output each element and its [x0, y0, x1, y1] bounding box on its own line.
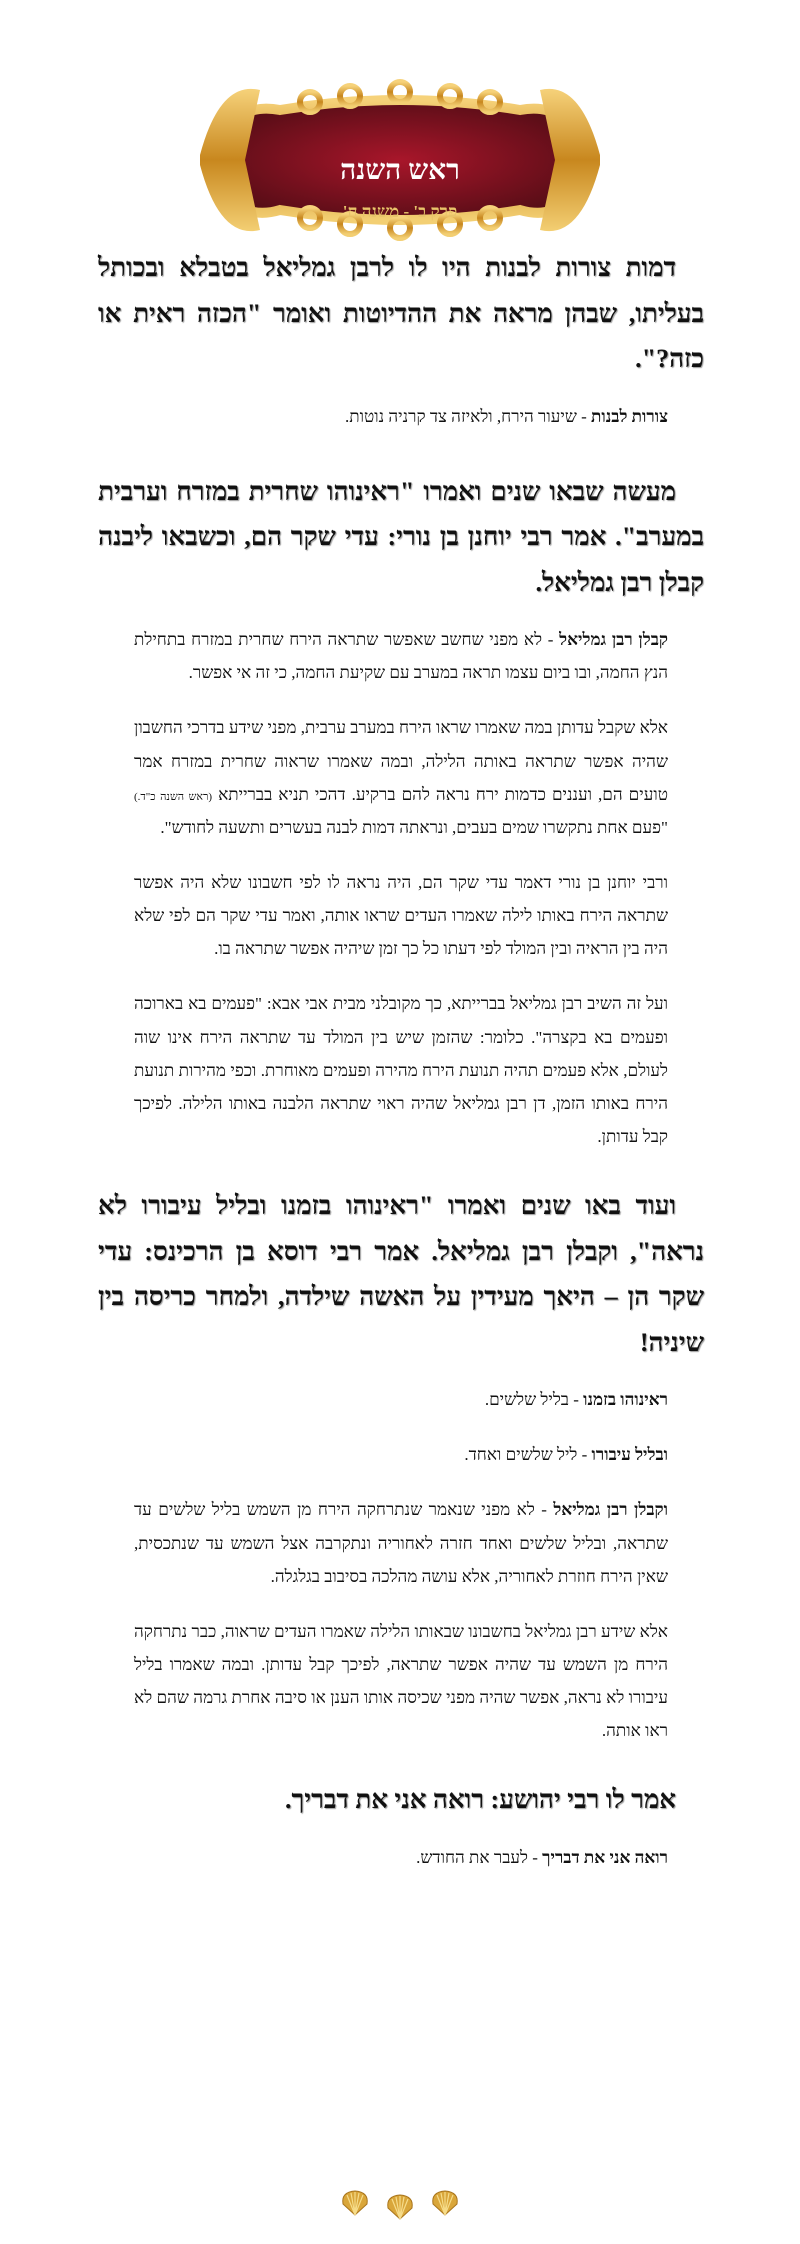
commentary-paragraph [134, 1493, 668, 1592]
commentary-text: - בליל שלשים. [484, 1390, 584, 1410]
commentary-text: - שיעור הירח, ולאיזה צד קרניה נוטות. [345, 406, 592, 426]
mishna-section-3 [98, 1183, 704, 1747]
mishna-text: מעשה שבאו שנים ואמרו "ראינוהו שחרית במזרח וערבית במערב". אמר רבי יוחנן בן נורי: עדי שקר הם, וכשבאו ליבנה קבלן רבן גמליאל. [98, 476, 704, 597]
footer-ornament [0, 2190, 800, 2220]
mishna-text: דמות צורות לבנות היו לו לרבן גמליאל בטבלא ובכותל בעליתו, שבהן מראה את ההדיוטות ואומר "הכזה ראית או כזה?". [98, 253, 704, 373]
commentary-text: - לא מפני שחשב שאפשר שתראה הירח שחרית במזרח בתחילת הנץ החמה, ובו ביום עצמו תראה במערב עם שקיעת החמה, כי זה אי אפשר. [134, 630, 668, 683]
commentary-paragraph [134, 1841, 668, 1874]
commentary-text: "פעם אחת נתקשרו שמים בעבים, ונראתה דמות לבנה בעשרים ותשעה לחודש". [160, 817, 668, 837]
commentary-lead: ראינוהו בזמנו [583, 1390, 668, 1410]
commentary-lead: וקבלן רבן גמליאל [553, 1500, 668, 1520]
commentary-text: אלא שקבל עדותן במה שאמרו שראו הירח במערב ערבית, מפני שידע בדרכי החשבון שהיה אפשר שתראה באותה הלילה, ובמה שאמרו שראוה שחרית במזרח אמר טועים הם, ועננים כדמות ירח נראה להם ברקיע. דהכי תניא בברייתא [134, 718, 668, 804]
mishna-text: ועוד באו שנים ואמרו "ראינוהו בזמנו ובליל עיבורו לא נראה", וקבלן רבן גמליאל. אמר רבי דוסא בן הרכינס: עדי שקר הן – היאך מעידין על האשה שילדה, ולמחר כריסה בין שיניה! [98, 1191, 704, 1357]
mishna-section-2 [98, 469, 704, 1153]
commentary-lead: ובליל עיבורו [591, 1445, 668, 1465]
commentary-paragraph [134, 623, 668, 689]
chapter-mishna-label: פרק ב' - משנה ח' [342, 202, 458, 221]
mishna-section-1 [98, 245, 704, 433]
commentary-paragraph [134, 1438, 668, 1471]
commentary-paragraph [134, 866, 668, 965]
shell-icon [341, 2190, 369, 2220]
shell-icon [431, 2190, 459, 2220]
commentary-paragraph [134, 1383, 668, 1416]
commentary-text: ורבי יוחנן בן נורי דאמר עדי שקר הם, היה נראה לו לפי חשבונו שלא היה אפשר שתראה הירח באותו לילה שאמרו העדים שראו אותה, ואמר עדי שקר הם לפי שלא היה בין הראיה ובין המולד לפי דעתו כל כך זמן שיהיה אפשר שתראה בו. [134, 872, 668, 959]
commentary-paragraph [134, 400, 668, 433]
commentary-text: אלא שידע רבן גמליאל בחשבונו שבאותו הלילה שאמרו העדים שראוה, כבר נתרחקה הירח מן השמש עד שהיה אפשר שתראה, לפיכך קבל עדותן. ובמה שאמרו בליל עיבורו לא נראה, אפשר שהיה מפני שכיסה אותו הענן או סיבה אחרת גרמה שהם לא ראו אותה. [134, 1621, 668, 1741]
commentary-paragraph [134, 711, 668, 844]
commentary-text: - לעבר את החודש. [416, 1847, 543, 1867]
commentary-text: - לא מפני שנאמר שנתרחקה הירח מן השמש בליל שלשים עד שתראה, ובליל שלשים ואחד חזרה לאחוריה ונתקרבה אצל השמש עד שנתכסית, שאין הירח חוזרת לאחוריה, אלא עושה מהלכה בסיבוב בגלגלה. [134, 1500, 668, 1586]
mishna-section-4 [98, 1777, 704, 1874]
mishna-content [98, 245, 704, 1896]
commentary-text: ועל זה השיב רבן גמליאל בברייתא, כך מקובלני מבית אבי אבא: "פעמים בא בארוכה ופעמים בא בקצרה". כלומר: שהזמן שיש בין המולד עד שתראה הירח אינו שוה לעולם, אלא פעמים תהיה תנועת הירח מהירה ופעמים מאוחרת. וכפי מהירות תנועת הירח באותו הזמן, דן רבן גמליאל שהיה ראוי שתראה הלבנה באותו הלילה. לפיכך קבל עדותן. [134, 994, 668, 1146]
shell-icon [386, 2194, 414, 2224]
commentary-paragraph [134, 987, 668, 1153]
commentary-paragraph [134, 1615, 668, 1748]
commentary-lead: קבלן רבן גמליאל [559, 630, 668, 650]
commentary-lead: צורות לבנות [591, 406, 668, 426]
commentary-text: - ליל שלשים ואחד. [464, 1445, 592, 1465]
commentary-lead: רואה אני את דבריך [542, 1847, 668, 1867]
mishna-text: אמר לו רבי יהושע: רואה אני את דבריך. [284, 1785, 676, 1815]
tractate-title: ראש השנה [340, 155, 460, 186]
source-citation: (ראש השנה כ"ד.) [134, 790, 213, 803]
